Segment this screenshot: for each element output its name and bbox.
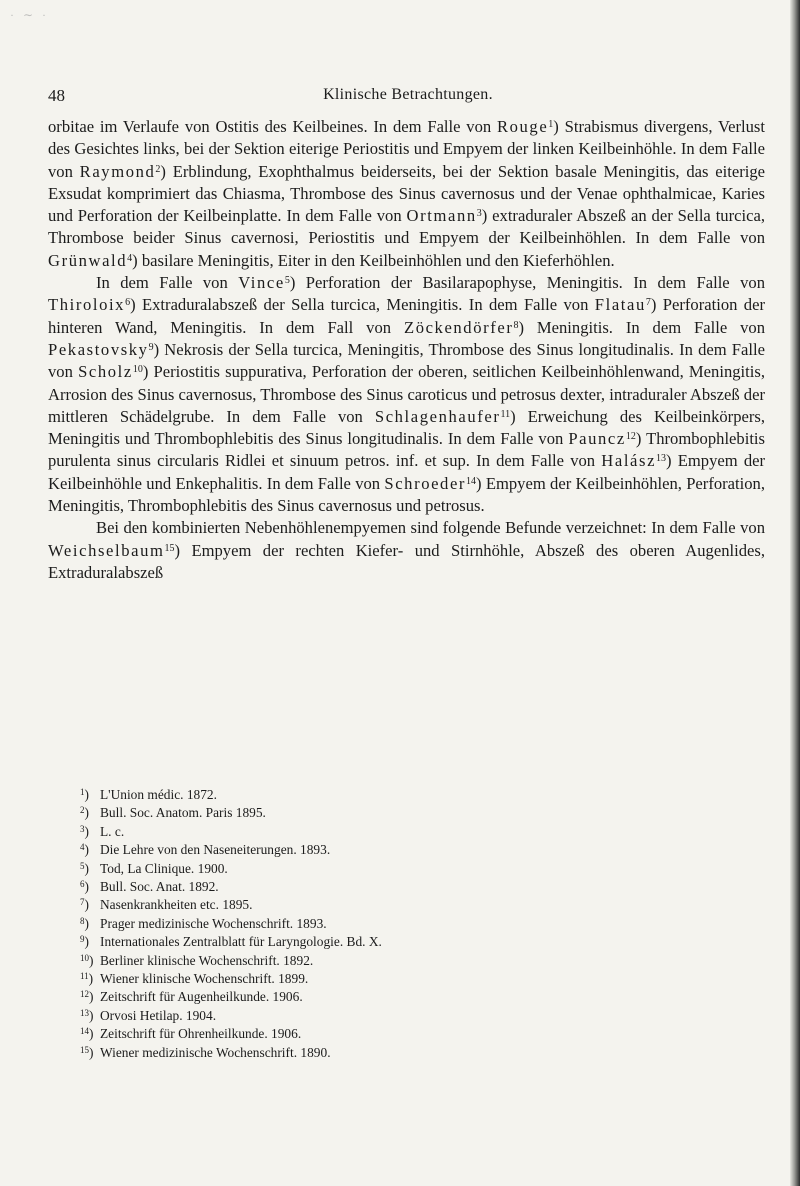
text-run: ) Empyem der Keilbeinhöhlen, Perforation, Meningitis, Thrombophlebitis des Sinus cavernosus und petrosus. [48,473,766,516]
text-run: orbitae im Verlaufe von Ostitis des Keilbeines. In dem Falle von [48,117,497,136]
paragraph-1 [48,116,765,272]
text-run: ) Perforation der Basilarapophyse, Meningitis. In dem Falle von [289,273,765,293]
footnote-ref: 13 [656,453,667,465]
footnote-number-value: 12 [80,989,89,1000]
footnote-ref: 1 [548,119,554,130]
footnote-number: $^{15}$) [80,1044,94,1060]
author-name: Scholz [78,362,133,382]
author-name: Schroeder [384,473,467,493]
author-name: Raymond [79,161,156,181]
text-run: ) Empyem der rechten Kiefer- und Stirnhöhle, Abszeß des oberen Augenlides, Extraduralabszeß [48,540,765,582]
footnote-item [80,860,740,878]
footnote-number-value: 11 [80,971,89,982]
footnote-ref: 14 [466,475,477,487]
author-name: Pekastovsky [48,339,149,359]
footnote-number-value: 15 [80,1044,89,1055]
footnote-number: $^{12}$) [80,989,94,1005]
footnote-item [80,823,740,841]
footnotes [80,786,740,1062]
page-number: 48 [48,86,65,105]
author-name: Pauncz [568,429,626,449]
text-run: ) basilare Meningitis, Eiter in den Keilbeinhöhlen und den Kieferhöhlen. [132,250,615,270]
footnote-ref: 2 [155,163,161,175]
footnote-number-value: 4 [80,842,85,853]
footnote-number: $^9$) [80,934,89,950]
text-run: ) Thrombophlebitis purulenta sinus circularis Ridlei et sinuum petros. inf. et sup. In dem Falle von [48,429,765,471]
footnote-number-value: 7 [80,897,85,908]
author-name: Schlagenhaufer [374,406,501,426]
footnote-number-value: 10 [80,952,89,963]
footnote-item [80,841,740,859]
text-run: In dem Falle von [96,273,239,293]
footnote-text: Bull. Soc. Anatom. Paris 1895. [100,805,266,821]
footnote-text: Zeitschrift für Augenheilkunde. 1906. [100,989,303,1005]
footnote-text: Prager medizinische Wochenschrift. 1893. [100,915,327,931]
footnote-number: $^{10}$) [80,952,94,968]
footnote-text: L. c. [100,823,125,839]
footnote-text: Internationales Zentralblatt für Laryngologie. Bd. X. [100,934,382,950]
footnote-ref: 3 [476,208,482,220]
footnote-ref: 6 [125,297,131,309]
footnote-number: $^1$) [80,787,89,802]
footnote-number: $^4$) [80,842,89,858]
footnote-item [80,1007,740,1025]
footnote-ref: 4 [127,252,133,264]
footnote-text: Berliner klinische Wochenschrift. 1892. [100,952,314,968]
footnote-ref: 11 [500,408,511,420]
paragraph-3 [48,517,765,584]
text-run: Bei den kombinierten Nebenhöhlenempyemen sind folgende Befunde verzeichnet: In dem Falle von [96,518,765,538]
footnote-item [80,933,740,951]
footnote-number-value: 9 [80,934,85,945]
footnote-text: L'Union médic. 1872. [100,787,217,802]
footnote-number-value: 3 [80,823,85,834]
author-name: Vince [238,273,285,293]
footnote-text: Zeitschrift für Ohrenheilkunde. 1906. [100,1026,302,1042]
footnote-number: $^{13}$) [80,1007,94,1023]
footnote-number: $^8$) [80,915,89,931]
footnote-item [80,804,740,822]
footnote-number: $^5$) [80,860,89,876]
author-name: Zöckendörfer [403,317,514,337]
footnote-number-value: 5 [80,860,85,871]
author-name: Rouge [496,117,549,136]
author-name: Grünwald [48,250,128,270]
body-text [48,116,765,584]
text-run: ) Strabismus divergens, Verlust des Gesichtes links, bei der Sektion eiterige Periostitis und Empyem der linken Keilbeinhöhle. In dem Falle von [48,117,765,181]
footnote-ref: 10 [132,364,143,376]
footnote-item [80,1044,740,1062]
footnote-number-value: 1 [80,787,85,797]
footnote-ref: 9 [148,341,154,353]
running-head: Klinische Betrachtungen. [323,86,493,103]
footnote-text: Bull. Soc. Anat. 1892. [100,879,219,895]
text-run: ) Periostitis suppurativa, Perforation der oberen, seitlichen Keilbeinhöhlenwand, Meningitis, Arrosion des Sinus cavernosus, Thrombose des Sinus caroticus und petrosus dexter, intraduraler Abszeß der mittleren Schädelgrube. In dem Falle von [48,362,765,426]
footnote-number: $^3$) [80,823,89,839]
footnote-ref: 8 [513,319,519,331]
footnote-ref: 12 [625,431,636,443]
text-run: ) Extraduralabszeß der Sella turcica, Meningitis. In dem Falle von [130,295,595,315]
page-edge-shadow [790,0,800,1186]
footnote-ref: 7 [645,297,651,309]
author-name: Ortmann [406,206,477,226]
footnote-item [80,915,740,933]
footnote-number: $^2$) [80,805,89,821]
text-run: ) Meningitis. In dem Falle von [518,317,765,337]
text-run: ) extraduraler Abszeß an der Sella turcica, Thrombose beider Sinus cavernosi, Periostitis und Empyem der Keilbeinhöhlen. In dem Falle von [48,206,765,248]
footnote-text: Nasenkrankheiten etc. 1895. [100,897,253,913]
text-run: ) Perforation der hinteren Wand, Meningitis. In dem Fall von [48,295,765,337]
author-name: Halász [601,451,657,471]
footnote-text: Orvosi Hetilap. 1904. [100,1007,217,1023]
footnote-number: $^{11}$) [80,971,94,987]
text-run: ) Empyem der Keilbeinhöhle und Enkephalitis. In dem Falle von [48,451,766,493]
footnote-number-value: 14 [80,1026,89,1037]
author-name: Weichselbaum [48,540,165,560]
paragraph-2 [48,272,765,517]
author-name: Thiroloix [48,295,126,315]
page-header [48,86,768,108]
print-smudge: · ∼ · [10,8,50,22]
text-run: ) Erblindung, Exophthalmus beiderseits, bei der Sektion basale Meningitis, das eiterige Exsudat komprimiert das Chiasma, Thrombose des Sinus cavernosus und der Venae ophthalmicae, Karies und Perforation der Keilbeinplatte. In dem Falle von [48,161,765,226]
author-name: Flatau [594,295,646,315]
footnote-item [80,896,740,914]
footnote-number-value: 13 [80,1007,89,1018]
footnote-number-value: 8 [80,915,85,926]
footnote-number: $^6$) [80,879,89,895]
footnote-item [80,988,740,1006]
footnote-item [80,786,740,804]
footnote-item [80,1025,740,1043]
footnote-number-value: 2 [80,805,85,816]
footnote-number: $^7$) [80,897,89,913]
text-run: ) Nekrosis der Sella turcica, Meningitis, Thrombose des Sinus longitudinalis. In dem Falle von [48,339,765,382]
text-run: ) Erweichung des Keilbeinkörpers, Meningitis und Thrombophlebitis des Sinus longitudinalis. In dem Falle von [48,406,765,449]
footnote-text: Die Lehre von den Naseneiterungen. 1893. [100,842,331,858]
footnote-item [80,970,740,988]
footnote-number: $^{14}$) [80,1026,94,1042]
footnote-text: Wiener klinische Wochenschrift. 1899. [100,971,309,987]
footnote-item [80,952,740,970]
footnote-ref: 15 [164,542,175,554]
footnote-ref: 5 [284,275,290,287]
footnote-text: Wiener medizinische Wochenschrift. 1890. [100,1044,331,1060]
footnote-number-value: 6 [80,879,85,890]
footnote-item [80,878,740,896]
footnote-text: Tod, La Clinique. 1900. [100,860,228,876]
